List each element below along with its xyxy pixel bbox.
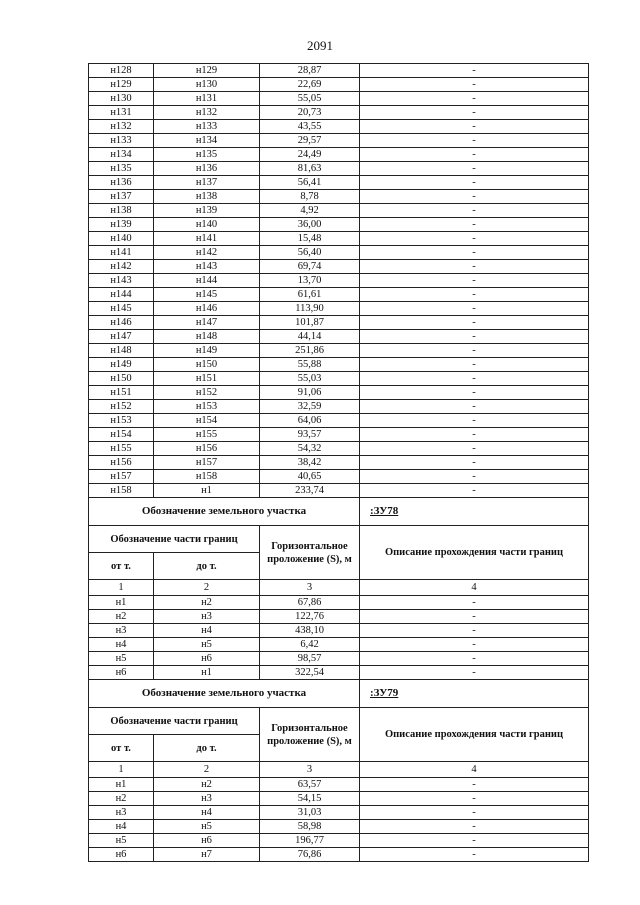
table-row (89, 106, 589, 120)
to-point-cell: н3 (154, 792, 260, 806)
description-cell: - (360, 344, 589, 358)
description-cell: - (360, 190, 589, 204)
from-point-cell: н155 (89, 442, 154, 456)
table-row (89, 848, 589, 862)
column-number-cell: 4 (360, 762, 589, 778)
from-point-cell: н139 (89, 218, 154, 232)
table-header-row (89, 708, 589, 735)
description-cell: - (360, 596, 589, 610)
to-header: до т. (154, 553, 260, 580)
to-point-cell: н1 (154, 484, 260, 498)
to-point-cell: н136 (154, 162, 260, 176)
to-point-cell: н150 (154, 358, 260, 372)
length-cell: 122,76 (260, 610, 360, 624)
table-row (89, 260, 589, 274)
from-point-cell: н137 (89, 190, 154, 204)
from-point-cell: н134 (89, 148, 154, 162)
description-cell: - (360, 806, 589, 820)
from-point-cell: н3 (89, 806, 154, 820)
length-cell: 6,42 (260, 638, 360, 652)
table-row (89, 288, 589, 302)
length-cell: 56,41 (260, 176, 360, 190)
table-row (89, 820, 589, 834)
table-row (89, 246, 589, 260)
length-cell: 28,87 (260, 64, 360, 78)
parcel-code: :ЗУ78 (360, 498, 589, 526)
from-point-cell: н153 (89, 414, 154, 428)
to-point-cell: н149 (154, 344, 260, 358)
description-cell: - (360, 442, 589, 456)
description-cell: - (360, 428, 589, 442)
to-point-cell: н154 (154, 414, 260, 428)
length-cell: 55,03 (260, 372, 360, 386)
from-point-cell: н1 (89, 778, 154, 792)
from-point-cell: н2 (89, 610, 154, 624)
table-row (89, 638, 589, 652)
table-row (89, 652, 589, 666)
description-cell: - (360, 176, 589, 190)
from-point-cell: н149 (89, 358, 154, 372)
from-point-cell: н4 (89, 638, 154, 652)
from-point-cell: н152 (89, 400, 154, 414)
from-point-cell: н140 (89, 232, 154, 246)
from-point-cell: н4 (89, 820, 154, 834)
to-point-cell: н146 (154, 302, 260, 316)
column-number-cell: 2 (154, 762, 260, 778)
description-cell: - (360, 106, 589, 120)
description-cell: - (360, 820, 589, 834)
length-cell: 64,06 (260, 414, 360, 428)
description-cell: - (360, 232, 589, 246)
from-point-cell: н136 (89, 176, 154, 190)
description-cell: - (360, 204, 589, 218)
to-point-cell: н137 (154, 176, 260, 190)
length-cell: 101,87 (260, 316, 360, 330)
to-point-cell: н140 (154, 218, 260, 232)
description-cell: - (360, 778, 589, 792)
to-point-cell: н157 (154, 456, 260, 470)
description-cell: - (360, 302, 589, 316)
to-point-cell: н4 (154, 806, 260, 820)
description-cell: - (360, 64, 589, 78)
to-point-cell: н147 (154, 316, 260, 330)
to-point-cell: н2 (154, 778, 260, 792)
parcel-designation-row (89, 498, 589, 526)
table-row (89, 302, 589, 316)
from-point-cell: н1 (89, 596, 154, 610)
description-cell: - (360, 400, 589, 414)
parcel-designation-row (89, 680, 589, 708)
description-cell: - (360, 288, 589, 302)
length-cell: 13,70 (260, 274, 360, 288)
table-row (89, 218, 589, 232)
length-cell: 32,59 (260, 400, 360, 414)
length-cell: 196,77 (260, 834, 360, 848)
length-cell: 61,61 (260, 288, 360, 302)
column-number-cell: 4 (360, 580, 589, 596)
table-row (89, 316, 589, 330)
column-number-cell: 1 (89, 762, 154, 778)
to-point-cell: н132 (154, 106, 260, 120)
table-row (89, 274, 589, 288)
from-point-cell: н135 (89, 162, 154, 176)
column-number-cell: 2 (154, 580, 260, 596)
length-cell: 98,57 (260, 652, 360, 666)
to-point-cell: н134 (154, 134, 260, 148)
from-point-cell: н156 (89, 456, 154, 470)
parts-designation-header: Обозначение части границ (89, 708, 260, 735)
table-row (89, 778, 589, 792)
horizontal-length-header: Горизонтальное проложение (S), м (260, 708, 360, 762)
parcel-designation-label: Обозначение земельного участка (89, 498, 360, 526)
table-row (89, 456, 589, 470)
from-point-cell: н129 (89, 78, 154, 92)
table-row (89, 624, 589, 638)
from-point-cell: н146 (89, 316, 154, 330)
description-cell: - (360, 330, 589, 344)
parcel-designation-label: Обозначение земельного участка (89, 680, 360, 708)
description-cell: - (360, 834, 589, 848)
to-point-cell: н156 (154, 442, 260, 456)
length-cell: 36,00 (260, 218, 360, 232)
from-point-cell: н141 (89, 246, 154, 260)
length-cell: 44,14 (260, 330, 360, 344)
description-cell: - (360, 134, 589, 148)
length-cell: 22,69 (260, 78, 360, 92)
to-point-cell: н145 (154, 288, 260, 302)
to-point-cell: н5 (154, 820, 260, 834)
to-point-cell: н138 (154, 190, 260, 204)
length-cell: 24,49 (260, 148, 360, 162)
to-point-cell: н1 (154, 666, 260, 680)
table-row (89, 358, 589, 372)
from-header: от т. (89, 553, 154, 580)
table-row (89, 834, 589, 848)
table-row (89, 792, 589, 806)
to-point-cell: н144 (154, 274, 260, 288)
length-cell: 31,03 (260, 806, 360, 820)
description-cell: - (360, 246, 589, 260)
description-cell: - (360, 848, 589, 862)
table-row (89, 204, 589, 218)
description-header: Описание прохождения части границ (360, 708, 589, 762)
from-point-cell: н145 (89, 302, 154, 316)
description-cell: - (360, 610, 589, 624)
from-point-cell: н157 (89, 470, 154, 484)
from-point-cell: н3 (89, 624, 154, 638)
to-point-cell: н129 (154, 64, 260, 78)
table-row (89, 190, 589, 204)
length-cell: 8,78 (260, 190, 360, 204)
description-cell: - (360, 652, 589, 666)
to-point-cell: н148 (154, 330, 260, 344)
description-cell: - (360, 358, 589, 372)
to-point-cell: н142 (154, 246, 260, 260)
to-point-cell: н143 (154, 260, 260, 274)
table-row (89, 372, 589, 386)
length-cell: 55,88 (260, 358, 360, 372)
description-cell: - (360, 386, 589, 400)
table-row (89, 78, 589, 92)
length-cell: 38,42 (260, 456, 360, 470)
from-point-cell: н5 (89, 652, 154, 666)
boundary-table-sheet (88, 63, 588, 862)
table-row (89, 806, 589, 820)
from-point-cell: н130 (89, 92, 154, 106)
from-point-cell: н128 (89, 64, 154, 78)
length-cell: 15,48 (260, 232, 360, 246)
table-header-row (89, 526, 589, 553)
from-point-cell: н5 (89, 834, 154, 848)
table-row (89, 484, 589, 498)
to-header: до т. (154, 735, 260, 762)
from-point-cell: н6 (89, 666, 154, 680)
description-cell: - (360, 372, 589, 386)
description-cell: - (360, 624, 589, 638)
description-cell: - (360, 78, 589, 92)
from-point-cell: н132 (89, 120, 154, 134)
description-cell: - (360, 162, 589, 176)
to-point-cell: н153 (154, 400, 260, 414)
length-cell: 322,54 (260, 666, 360, 680)
length-cell: 4,92 (260, 204, 360, 218)
to-point-cell: н130 (154, 78, 260, 92)
column-number-row (89, 762, 589, 778)
table-row (89, 442, 589, 456)
to-point-cell: н7 (154, 848, 260, 862)
parcel-code: :ЗУ79 (360, 680, 589, 708)
description-cell: - (360, 470, 589, 484)
from-point-cell: н143 (89, 274, 154, 288)
length-cell: 58,98 (260, 820, 360, 834)
description-cell: - (360, 260, 589, 274)
length-cell: 113,90 (260, 302, 360, 316)
from-point-cell: н138 (89, 204, 154, 218)
table-row (89, 120, 589, 134)
description-cell: - (360, 92, 589, 106)
table-row (89, 596, 589, 610)
length-cell: 20,73 (260, 106, 360, 120)
description-cell: - (360, 316, 589, 330)
length-cell: 91,06 (260, 386, 360, 400)
table-row (89, 176, 589, 190)
table-row (89, 162, 589, 176)
description-cell: - (360, 274, 589, 288)
parts-designation-header: Обозначение части границ (89, 526, 260, 553)
description-cell: - (360, 792, 589, 806)
description-cell: - (360, 456, 589, 470)
description-cell: - (360, 120, 589, 134)
to-point-cell: н141 (154, 232, 260, 246)
length-cell: 81,63 (260, 162, 360, 176)
length-cell: 76,86 (260, 848, 360, 862)
table-row (89, 414, 589, 428)
description-cell: - (360, 484, 589, 498)
to-point-cell: н158 (154, 470, 260, 484)
table-row (89, 470, 589, 484)
from-point-cell: н158 (89, 484, 154, 498)
description-cell: - (360, 638, 589, 652)
to-point-cell: н6 (154, 834, 260, 848)
from-header: от т. (89, 735, 154, 762)
column-number-cell: 1 (89, 580, 154, 596)
length-cell: 69,74 (260, 260, 360, 274)
table-row (89, 344, 589, 358)
description-cell: - (360, 666, 589, 680)
to-point-cell: н6 (154, 652, 260, 666)
from-point-cell: н6 (89, 848, 154, 862)
to-point-cell: н4 (154, 624, 260, 638)
length-cell: 251,86 (260, 344, 360, 358)
from-point-cell: н151 (89, 386, 154, 400)
to-point-cell: н133 (154, 120, 260, 134)
length-cell: 29,57 (260, 134, 360, 148)
length-cell: 438,10 (260, 624, 360, 638)
column-number-row (89, 580, 589, 596)
from-point-cell: н131 (89, 106, 154, 120)
length-cell: 40,65 (260, 470, 360, 484)
from-point-cell: н144 (89, 288, 154, 302)
length-cell: 55,05 (260, 92, 360, 106)
to-point-cell: н151 (154, 372, 260, 386)
length-cell: 54,15 (260, 792, 360, 806)
table-row (89, 610, 589, 624)
to-point-cell: н155 (154, 428, 260, 442)
from-point-cell: н2 (89, 792, 154, 806)
length-cell: 63,57 (260, 778, 360, 792)
to-point-cell: н135 (154, 148, 260, 162)
table-row (89, 232, 589, 246)
column-number-cell: 3 (260, 580, 360, 596)
length-cell: 54,32 (260, 442, 360, 456)
description-cell: - (360, 218, 589, 232)
description-cell: - (360, 414, 589, 428)
to-point-cell: н152 (154, 386, 260, 400)
table-row (89, 428, 589, 442)
to-point-cell: н2 (154, 596, 260, 610)
table-row (89, 400, 589, 414)
from-point-cell: н133 (89, 134, 154, 148)
table-row (89, 134, 589, 148)
from-point-cell: н147 (89, 330, 154, 344)
length-cell: 67,86 (260, 596, 360, 610)
length-cell: 43,55 (260, 120, 360, 134)
table-row (89, 64, 589, 78)
to-point-cell: н131 (154, 92, 260, 106)
table-row (89, 330, 589, 344)
length-cell: 93,57 (260, 428, 360, 442)
horizontal-length-header: Горизонтальное проложение (S), м (260, 526, 360, 580)
from-point-cell: н154 (89, 428, 154, 442)
from-point-cell: н148 (89, 344, 154, 358)
table-row (89, 92, 589, 106)
length-cell: 233,74 (260, 484, 360, 498)
column-number-cell: 3 (260, 762, 360, 778)
table-row (89, 148, 589, 162)
page-number: 2091 (307, 38, 333, 53)
from-point-cell: н150 (89, 372, 154, 386)
table-row (89, 386, 589, 400)
length-cell: 56,40 (260, 246, 360, 260)
to-point-cell: н5 (154, 638, 260, 652)
from-point-cell: н142 (89, 260, 154, 274)
description-cell: - (360, 148, 589, 162)
boundary-table (88, 63, 589, 862)
to-point-cell: н139 (154, 204, 260, 218)
to-point-cell: н3 (154, 610, 260, 624)
description-header: Описание прохождения части границ (360, 526, 589, 580)
table-row (89, 666, 589, 680)
